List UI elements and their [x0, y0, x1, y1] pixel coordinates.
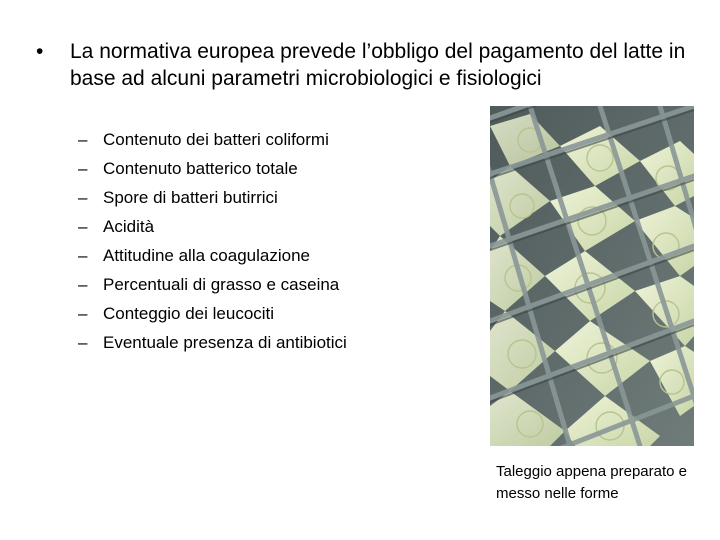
dash-marker: –: [78, 246, 88, 265]
list-item: [78, 241, 347, 270]
parameter-list: [78, 125, 347, 357]
taleggio-photo: [490, 106, 694, 446]
list-item-text: Conteggio dei leucociti: [103, 304, 275, 323]
dash-marker: –: [78, 188, 88, 207]
dash-marker: –: [78, 304, 88, 323]
list-item-text: Acidità: [103, 217, 155, 236]
list-item: [78, 299, 347, 328]
list-item-text: Contenuto batterico totale: [103, 159, 298, 178]
list-item-text: Contenuto dei batteri coliformi: [103, 130, 329, 149]
list-item: [78, 183, 347, 212]
taleggio-molds-illustration: [490, 106, 694, 446]
list-item-text: Eventuale presenza di antibiotici: [103, 333, 347, 352]
dash-marker: –: [78, 130, 88, 149]
dash-marker: –: [78, 217, 88, 236]
list-item-text: Spore di batteri butirrici: [103, 188, 278, 207]
list-item: [78, 125, 347, 154]
list-item-text: Attitudine alla coagulazione: [103, 246, 310, 265]
list-item: [78, 270, 347, 299]
list-item-text: Percentuali di grasso e caseina: [103, 275, 340, 294]
list-item: [78, 212, 347, 241]
dash-marker: –: [78, 275, 88, 294]
main-bullet: [36, 38, 686, 92]
list-item: [78, 328, 347, 357]
main-bullet-text: La normativa europea prevede l’obbligo del pagamento del latte in base ad alcuni parametri microbiologici e fisiologici: [70, 40, 686, 90]
dash-marker: –: [78, 333, 88, 352]
photo-caption: Taleggio appena preparato e messo nelle forme: [496, 463, 687, 502]
list-item: [78, 154, 347, 183]
bullet-dot: •: [36, 40, 44, 63]
dash-marker: –: [78, 159, 88, 178]
